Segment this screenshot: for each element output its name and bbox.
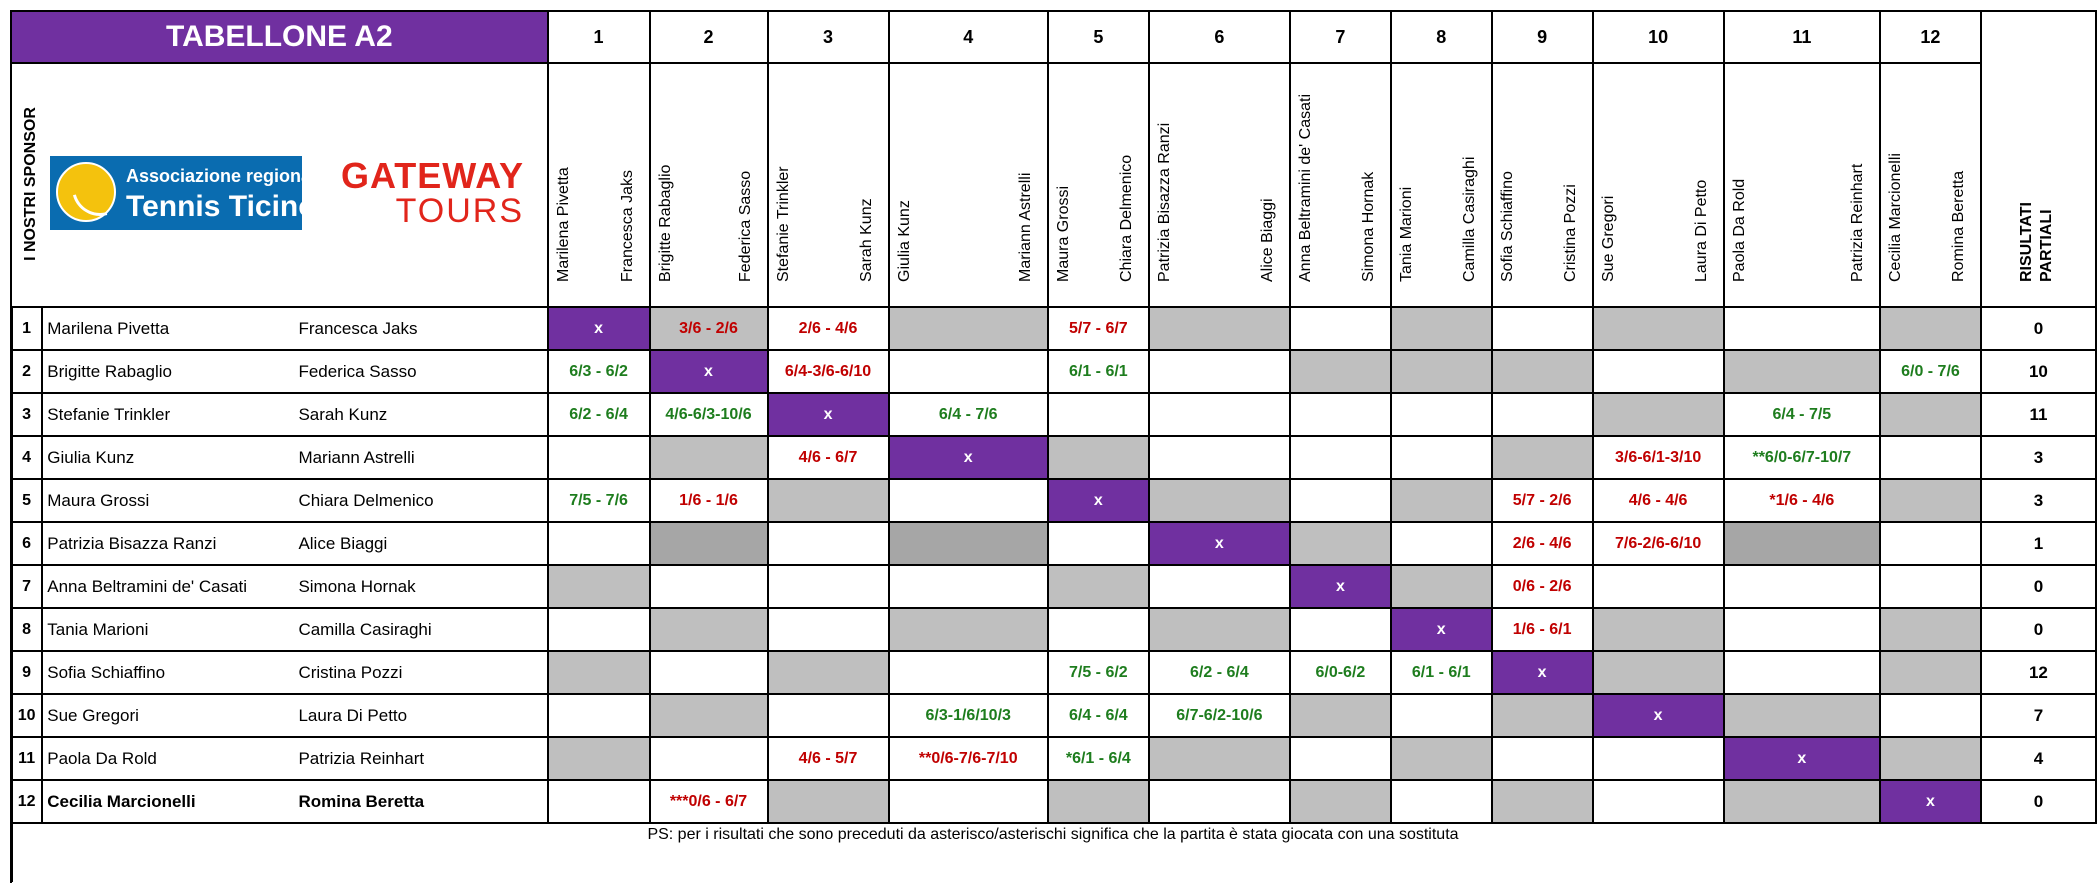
tournament-table [10, 10, 2097, 883]
diagonal-cell: x [1048, 479, 1149, 522]
match-result-cell [1149, 393, 1290, 436]
match-result-cell: 6/3-1/6/10/3 [889, 694, 1048, 737]
match-result-cell [1391, 522, 1492, 565]
column-number: 4 [889, 11, 1048, 63]
row-player-2: Simona Hornak [294, 565, 547, 608]
match-result-cell [1724, 651, 1880, 694]
diagonal-cell: x [548, 307, 650, 350]
row-player-2: Cristina Pozzi [294, 651, 547, 694]
results-header-line1: RISULTATI [2017, 202, 2035, 282]
column-player-2: Francesca Jaks [618, 169, 636, 282]
match-result-cell [1290, 436, 1391, 479]
match-result-cell: **0/6-7/6-7/10 [889, 737, 1048, 780]
match-result-cell [1290, 393, 1391, 436]
match-result-cell [1149, 608, 1290, 651]
match-result-cell [1724, 350, 1880, 393]
match-result-cell [768, 522, 889, 565]
match-result-cell [1724, 307, 1880, 350]
tennis-ticino-logo [50, 156, 327, 230]
footnote: PS: per i risultati che sono preceduti da asterisco/asterischi significa che la partita è stata giocata con una sostituta [647, 826, 1459, 843]
table-row [11, 737, 2096, 780]
row-player-1: Marilena Pivetta [42, 307, 294, 350]
column-player-2: Mariann Astrelli [1016, 172, 1034, 282]
match-result-cell: 4/6-6/3-10/6 [650, 393, 768, 436]
match-result-cell [1880, 651, 1981, 694]
table-row [11, 608, 2096, 651]
match-result-cell [548, 522, 650, 565]
column-number: 12 [1880, 11, 1981, 63]
match-result-cell [1391, 436, 1492, 479]
match-result-cell [650, 651, 768, 694]
match-result-cell [1149, 479, 1290, 522]
row-number: 11 [11, 737, 42, 780]
partial-score: 3 [1981, 436, 2096, 479]
match-result-cell: *1/6 - 4/6 [1724, 479, 1880, 522]
match-result-cell [1492, 436, 1593, 479]
match-result-cell [768, 608, 889, 651]
match-result-cell [1880, 479, 1981, 522]
column-team-header [889, 63, 1048, 307]
column-team-header [1492, 63, 1593, 307]
row-number: 2 [11, 350, 42, 393]
column-player-1: Paola Da Rold [1730, 178, 1748, 282]
partial-score: 0 [1981, 307, 2096, 350]
results-header [1981, 11, 2096, 307]
match-result-cell [889, 608, 1048, 651]
match-result-cell [548, 651, 650, 694]
match-result-cell [1149, 307, 1290, 350]
match-result-cell: 1/6 - 1/6 [650, 479, 768, 522]
column-team-header [768, 63, 889, 307]
row-player-2: Camilla Casiraghi [294, 608, 547, 651]
match-result-cell [1391, 737, 1492, 780]
column-team-header [548, 63, 650, 307]
match-result-cell [1149, 737, 1290, 780]
match-result-cell [889, 651, 1048, 694]
match-result-cell [1724, 780, 1880, 823]
match-result-cell [1724, 694, 1880, 737]
gateway-tours-logo [334, 155, 524, 230]
results-header-line2: PARTIALI [2037, 209, 2055, 282]
match-result-cell [889, 565, 1048, 608]
match-result-cell: 3/6 - 2/6 [650, 307, 768, 350]
match-result-cell [1593, 608, 1724, 651]
column-team-header [1724, 63, 1880, 307]
table-row [11, 565, 2096, 608]
match-result-cell: ***0/6 - 6/7 [650, 780, 768, 823]
row-number: 6 [11, 522, 42, 565]
match-result-cell [1724, 608, 1880, 651]
row-player-1: Sue Gregori [42, 694, 294, 737]
diagonal-cell: x [1391, 608, 1492, 651]
match-result-cell: 0/6 - 2/6 [1492, 565, 1593, 608]
table-row [11, 307, 2096, 350]
sponsor-label-box [16, 74, 46, 294]
match-result-cell [548, 436, 650, 479]
row-player-2: Sarah Kunz [294, 393, 547, 436]
tennis-ball-icon [56, 162, 116, 222]
table-row [11, 436, 2096, 479]
logo-gateway-text: GATEWAY [340, 155, 524, 196]
match-result-cell: 6/0-6/2 [1290, 651, 1391, 694]
match-result-cell [1492, 694, 1593, 737]
match-result-cell [1048, 522, 1149, 565]
table-row [11, 479, 2096, 522]
match-result-cell [1391, 479, 1492, 522]
row-player-1: Brigitte Rabaglio [42, 350, 294, 393]
match-result-cell [1048, 565, 1149, 608]
partial-score: 11 [1981, 393, 2096, 436]
row-player-1: Maura Grossi [42, 479, 294, 522]
match-result-cell [548, 694, 650, 737]
match-result-cell: 2/6 - 4/6 [1492, 522, 1593, 565]
match-result-cell: 7/5 - 6/2 [1048, 651, 1149, 694]
column-number: 8 [1391, 11, 1492, 63]
column-player-1: Anna Beltramini de' Casati [1296, 93, 1314, 282]
match-result-cell [1290, 694, 1391, 737]
match-result-cell [1593, 307, 1724, 350]
match-result-cell [1391, 780, 1492, 823]
match-result-cell [548, 565, 650, 608]
match-result-cell [1880, 565, 1981, 608]
table-row [11, 350, 2096, 393]
match-result-cell [1492, 307, 1593, 350]
row-number: 3 [11, 393, 42, 436]
row-number: 10 [11, 694, 42, 737]
match-result-cell: 6/2 - 6/4 [1149, 651, 1290, 694]
match-result-cell: 6/3 - 6/2 [548, 350, 650, 393]
column-player-2: Romina Beretta [1949, 170, 1967, 282]
match-result-cell [768, 651, 889, 694]
match-result-cell [1724, 522, 1880, 565]
column-player-2: Patrizia Reinhart [1849, 163, 1867, 282]
match-result-cell [1880, 737, 1981, 780]
sponsor-label: I NOSTRI SPONSOR [22, 107, 39, 261]
match-result-cell: 4/6 - 5/7 [768, 737, 889, 780]
match-result-cell [1149, 565, 1290, 608]
column-number: 11 [1724, 11, 1880, 63]
table-row [11, 780, 2096, 823]
match-result-cell [1391, 565, 1492, 608]
column-player-2: Chiara Delmenico [1117, 154, 1135, 282]
row-player-2: Laura Di Petto [294, 694, 547, 737]
table-row [11, 393, 2096, 436]
match-result-cell [1593, 780, 1724, 823]
match-result-cell [1149, 350, 1290, 393]
match-result-cell: 6/1 - 6/1 [1391, 651, 1492, 694]
match-result-cell [1290, 780, 1391, 823]
row-number: 7 [11, 565, 42, 608]
match-result-cell [1492, 393, 1593, 436]
match-result-cell [1880, 307, 1981, 350]
match-result-cell [650, 608, 768, 651]
match-result-cell: 5/7 - 2/6 [1492, 479, 1593, 522]
row-player-1: Sofia Schiaffino [42, 651, 294, 694]
partial-score: 10 [1981, 350, 2096, 393]
match-result-cell [1149, 436, 1290, 479]
diagonal-cell: x [1492, 651, 1593, 694]
column-team-header [1048, 63, 1149, 307]
partial-score: 12 [1981, 651, 2096, 694]
column-team-header [1149, 63, 1290, 307]
column-number: 7 [1290, 11, 1391, 63]
match-result-cell [650, 694, 768, 737]
match-result-cell: 7/6-2/6-6/10 [1593, 522, 1724, 565]
match-result-cell [1290, 479, 1391, 522]
match-result-cell [889, 307, 1048, 350]
diagonal-cell: x [1290, 565, 1391, 608]
row-player-1: Paola Da Rold [42, 737, 294, 780]
match-result-cell [1724, 565, 1880, 608]
row-number: 12 [11, 780, 42, 823]
match-result-cell [1880, 694, 1981, 737]
row-player-2: Mariann Astrelli [294, 436, 547, 479]
match-result-cell [1290, 350, 1391, 393]
match-result-cell: 5/7 - 6/7 [1048, 307, 1149, 350]
column-team-header [1593, 63, 1724, 307]
match-result-cell [889, 522, 1048, 565]
diagonal-cell: x [650, 350, 768, 393]
match-result-cell: 6/7-6/2-10/6 [1149, 694, 1290, 737]
match-result-cell [1593, 393, 1724, 436]
match-result-cell [548, 737, 650, 780]
column-player-2: Camilla Casiraghi [1460, 156, 1478, 282]
match-result-cell: 6/1 - 6/1 [1048, 350, 1149, 393]
match-result-cell [768, 694, 889, 737]
match-result-cell [1391, 350, 1492, 393]
column-number: 9 [1492, 11, 1593, 63]
match-result-cell [1880, 436, 1981, 479]
match-result-cell: **6/0-6/7-10/7 [1724, 436, 1880, 479]
column-player-1: Brigitte Rabaglio [656, 164, 674, 282]
column-player-2: Federica Sasso [736, 170, 754, 282]
partial-score: 7 [1981, 694, 2096, 737]
column-team-header [1290, 63, 1391, 307]
match-result-cell [1048, 608, 1149, 651]
match-result-cell [889, 780, 1048, 823]
match-result-cell: 4/6 - 6/7 [768, 436, 889, 479]
match-result-cell [1593, 350, 1724, 393]
column-player-1: Maura Grossi [1054, 185, 1072, 282]
column-player-2: Sarah Kunz [857, 198, 875, 282]
match-result-cell [1593, 651, 1724, 694]
column-player-2: Simona Hornak [1359, 171, 1377, 282]
column-number: 3 [768, 11, 889, 63]
match-result-cell: *6/1 - 6/4 [1048, 737, 1149, 780]
logo-line1: Associazione regionale [126, 166, 327, 186]
match-result-cell [1880, 393, 1981, 436]
match-result-cell [768, 565, 889, 608]
column-number: 5 [1048, 11, 1149, 63]
match-result-cell [1290, 608, 1391, 651]
match-result-cell: 3/6-6/1-3/10 [1593, 436, 1724, 479]
partial-score: 4 [1981, 737, 2096, 780]
partial-score: 3 [1981, 479, 2096, 522]
match-result-cell [1492, 350, 1593, 393]
diagonal-cell: x [1880, 780, 1981, 823]
match-result-cell: 2/6 - 4/6 [768, 307, 889, 350]
column-player-1: Stefanie Trinkler [774, 166, 792, 282]
match-result-cell [1880, 522, 1981, 565]
row-player-2: Alice Biaggi [294, 522, 547, 565]
match-result-cell [1290, 522, 1391, 565]
match-result-cell: 6/4 - 6/4 [1048, 694, 1149, 737]
row-player-2: Federica Sasso [294, 350, 547, 393]
column-number: 10 [1593, 11, 1724, 63]
diagonal-cell: x [1593, 694, 1724, 737]
column-number: 6 [1149, 11, 1290, 63]
match-result-cell [1048, 780, 1149, 823]
column-player-1: Sofia Schiaffino [1498, 171, 1516, 282]
row-player-2: Romina Beretta [294, 780, 547, 823]
diagonal-cell: x [889, 436, 1048, 479]
column-player-1: Marilena Pivetta [554, 167, 572, 282]
match-result-cell [768, 479, 889, 522]
match-result-cell [548, 780, 650, 823]
column-team-header [1391, 63, 1492, 307]
column-player-1: Sue Gregori [1599, 195, 1617, 282]
match-result-cell: 6/2 - 6/4 [548, 393, 650, 436]
row-player-1: Tania Marioni [42, 608, 294, 651]
partial-score: 0 [1981, 780, 2096, 823]
row-player-2: Chiara Delmenico [294, 479, 547, 522]
row-player-1: Anna Beltramini de' Casati [42, 565, 294, 608]
column-team-header [1880, 63, 1981, 307]
column-player-1: Tania Marioni [1397, 186, 1415, 282]
table-title: TABELLONE A2 [11, 11, 548, 63]
row-number: 1 [11, 307, 42, 350]
row-player-1: Patrizia Bisazza Ranzi [42, 522, 294, 565]
match-result-cell [1048, 393, 1149, 436]
column-team-header [650, 63, 768, 307]
match-result-cell [1492, 780, 1593, 823]
diagonal-cell: x [768, 393, 889, 436]
partial-score: 0 [1981, 608, 2096, 651]
row-number: 8 [11, 608, 42, 651]
row-number: 9 [11, 651, 42, 694]
match-result-cell [889, 479, 1048, 522]
match-result-cell: 6/4-3/6-6/10 [768, 350, 889, 393]
row-player-2: Patrizia Reinhart [294, 737, 547, 780]
match-result-cell [1391, 694, 1492, 737]
row-player-1: Stefanie Trinkler [42, 393, 294, 436]
match-result-cell [889, 350, 1048, 393]
column-player-1: Cecilia Marcionelli [1887, 153, 1905, 282]
match-result-cell: 6/4 - 7/5 [1724, 393, 1880, 436]
column-player-2: Laura Di Petto [1692, 179, 1710, 282]
match-result-cell: 6/0 - 7/6 [1880, 350, 1981, 393]
column-player-1: Patrizia Bisazza Ranzi [1155, 122, 1173, 282]
match-result-cell [548, 608, 650, 651]
row-number: 4 [11, 436, 42, 479]
table-row [11, 651, 2096, 694]
column-player-1: Giulia Kunz [895, 200, 913, 282]
match-result-cell [1391, 393, 1492, 436]
match-result-cell: 4/6 - 4/6 [1593, 479, 1724, 522]
match-result-cell [1593, 737, 1724, 780]
match-result-cell [650, 436, 768, 479]
row-player-2: Francesca Jaks [294, 307, 547, 350]
table-row [11, 522, 2096, 565]
match-result-cell [650, 522, 768, 565]
column-number: 1 [548, 11, 650, 63]
table-row [11, 694, 2096, 737]
match-result-cell: 7/5 - 7/6 [548, 479, 650, 522]
match-result-cell [1149, 780, 1290, 823]
diagonal-cell: x [1149, 522, 1290, 565]
match-result-cell [1290, 307, 1391, 350]
match-result-cell: 1/6 - 6/1 [1492, 608, 1593, 651]
row-number: 5 [11, 479, 42, 522]
match-result-cell [1880, 608, 1981, 651]
column-number: 2 [650, 11, 768, 63]
partial-score: 0 [1981, 565, 2096, 608]
column-player-2: Alice Biaggi [1258, 198, 1276, 282]
match-result-cell [650, 737, 768, 780]
match-result-cell [1391, 307, 1492, 350]
match-result-cell: 6/4 - 7/6 [889, 393, 1048, 436]
logo-line2: Tennis Ticino [126, 190, 317, 223]
match-result-cell [1593, 565, 1724, 608]
match-result-cell [650, 565, 768, 608]
sponsor-panel [11, 63, 548, 307]
column-player-2: Cristina Pozzi [1561, 184, 1579, 282]
match-result-cell [1492, 737, 1593, 780]
diagonal-cell: x [1724, 737, 1880, 780]
match-result-cell [1290, 737, 1391, 780]
match-result-cell [768, 780, 889, 823]
logo-tours-text: TOURS [395, 192, 524, 230]
row-player-1: Giulia Kunz [42, 436, 294, 479]
row-player-1: Cecilia Marcionelli [42, 780, 294, 823]
partial-score: 1 [1981, 522, 2096, 565]
match-result-cell [1048, 436, 1149, 479]
